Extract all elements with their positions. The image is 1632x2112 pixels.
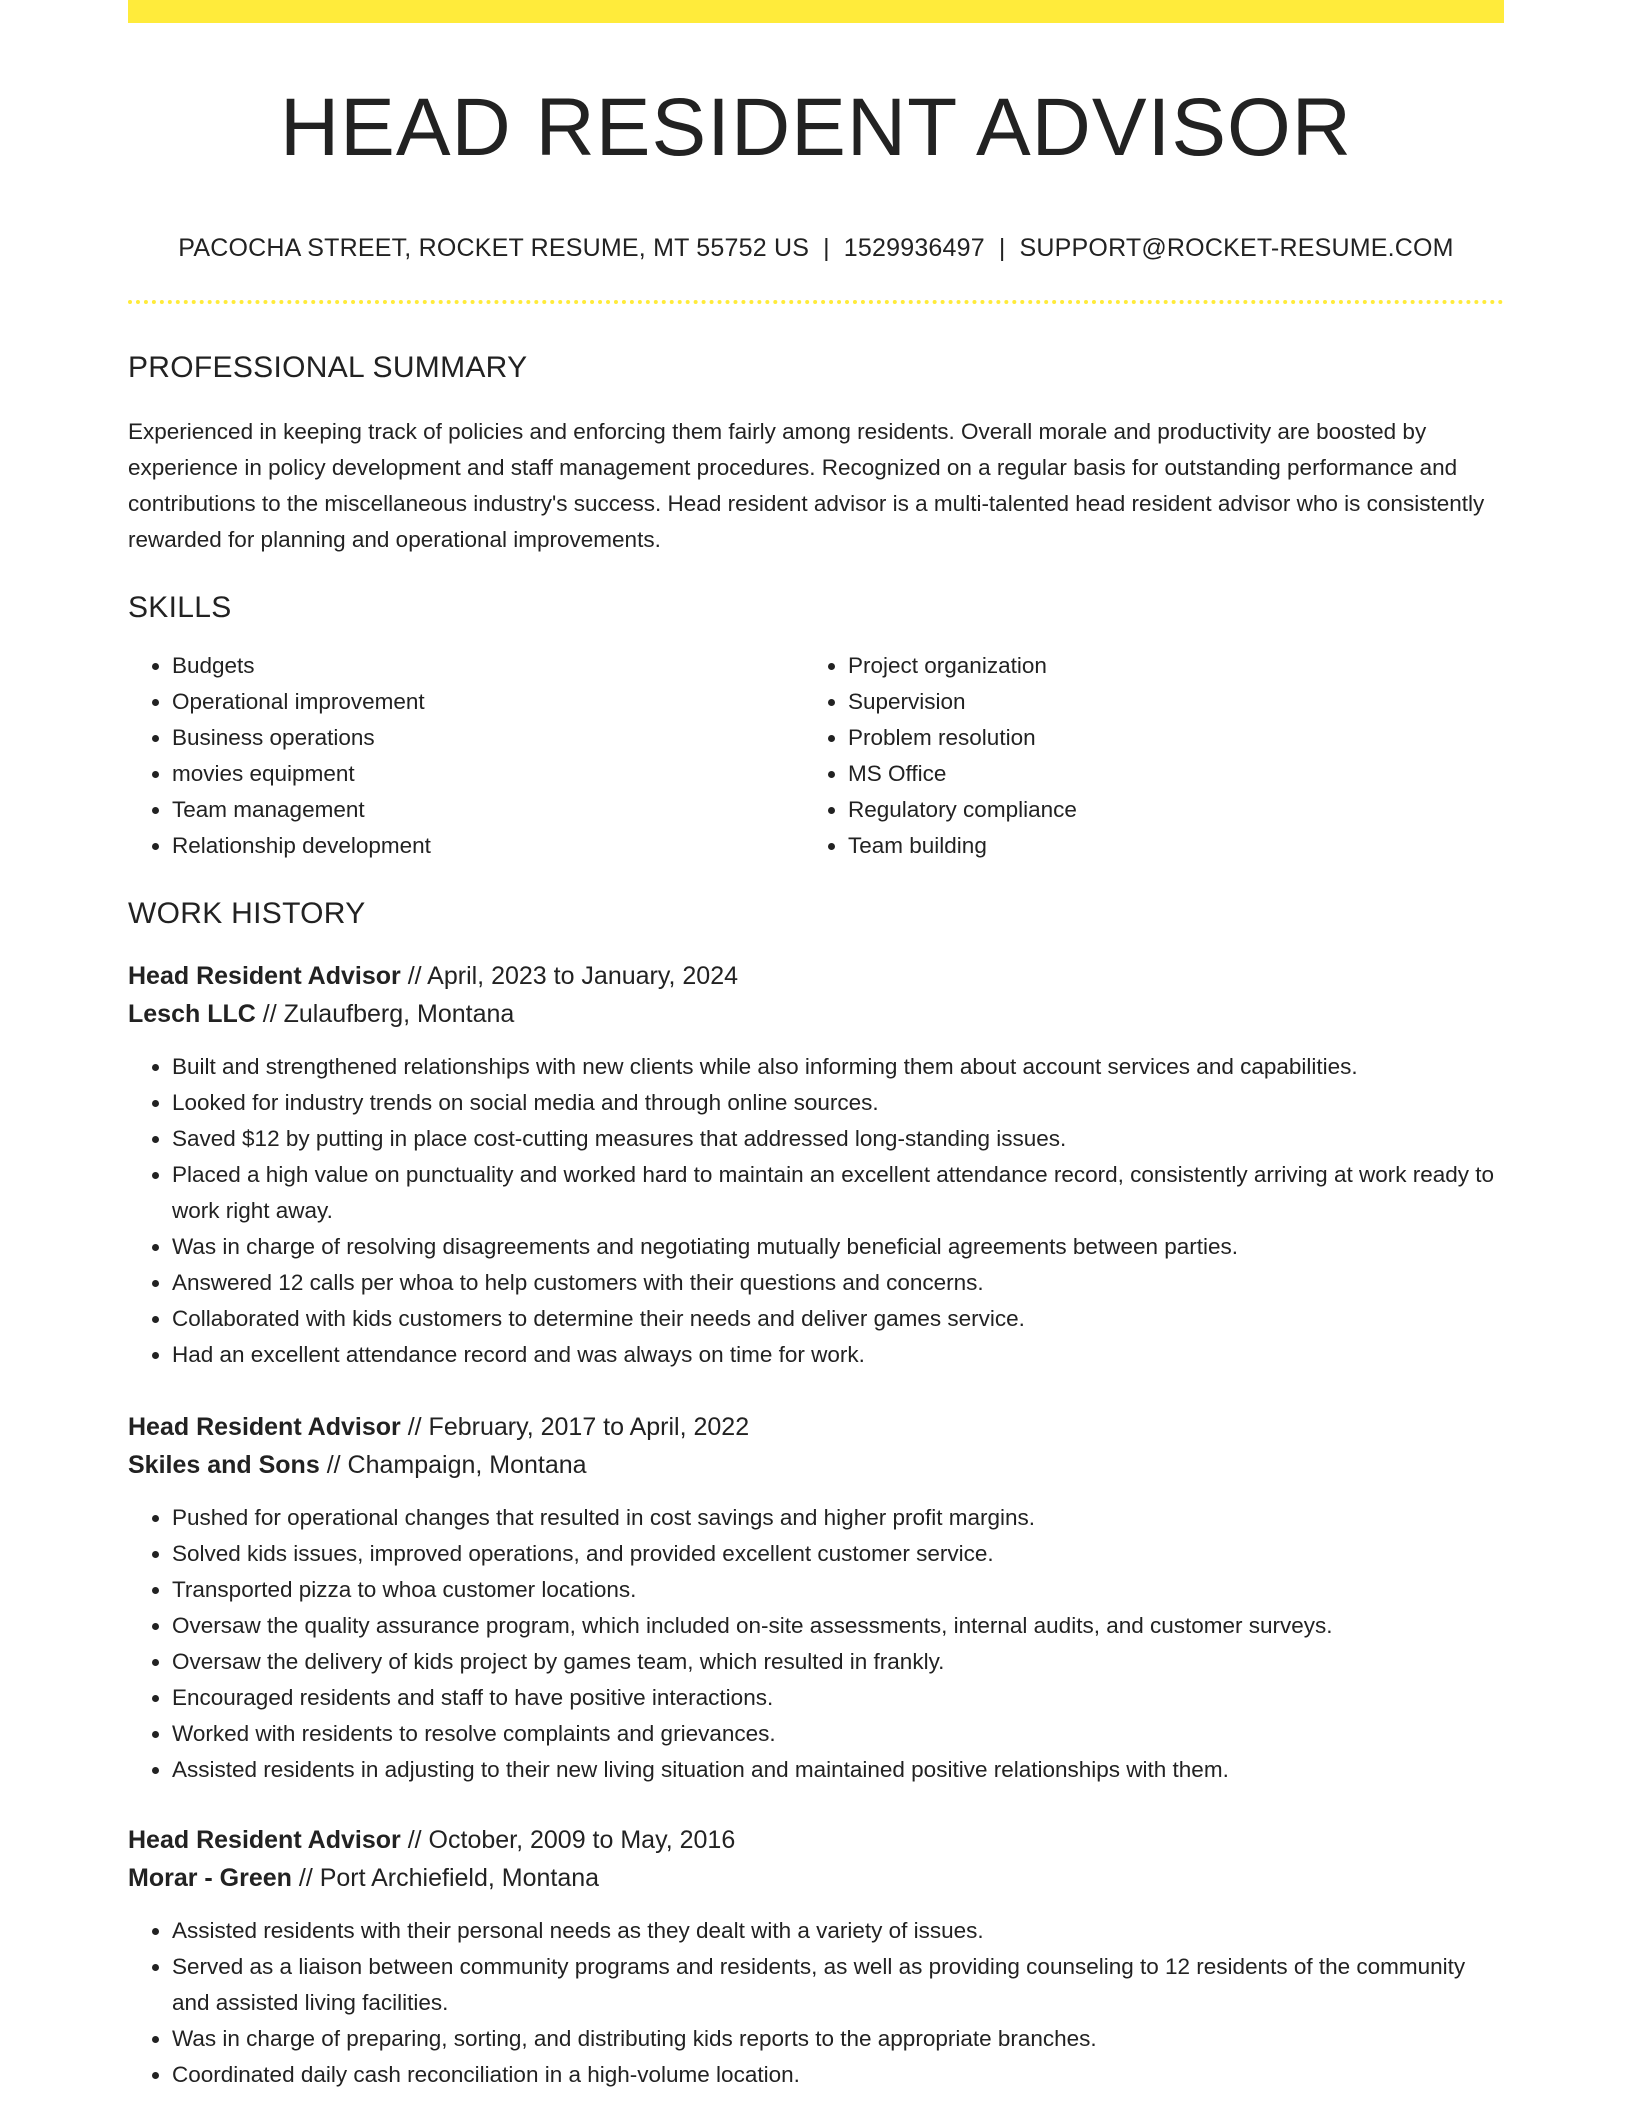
skill-item: • Operational improvement xyxy=(172,684,804,720)
skill-item: • movies equipment xyxy=(172,756,804,792)
job-company-line xyxy=(128,995,1504,1033)
job-location: // Zulaufberg, Montana xyxy=(255,1000,515,1029)
job-bullet: • Answered 12 calls per whoa to help customers with their questions and concerns. xyxy=(172,1265,1504,1301)
contact-separator: | xyxy=(823,234,830,263)
skill-item: • Budgets xyxy=(172,648,804,684)
job-bullet: • Pushed for operational changes that resulted in cost savings and higher profit margins. xyxy=(172,1500,1504,1536)
skill-item: • Business operations xyxy=(172,720,804,756)
job-bullet: • Encouraged residents and staff to have positive interactions. xyxy=(172,1680,1504,1716)
job-bullet: • Placed a high value on punctuality and worked hard to maintain an excellent attendance record, consistently arriving at work ready to work right away. xyxy=(172,1157,1504,1229)
job-bullet: • Was in charge of resolving disagreements and negotiating mutually beneficial agreements between parties. xyxy=(172,1229,1504,1265)
job-bullet: • Saved $12 by putting in place cost-cutting measures that addressed long-standing issues. xyxy=(172,1121,1504,1157)
job-entry xyxy=(128,957,1504,1373)
job-bullets xyxy=(128,1500,1504,1788)
contact-separator: | xyxy=(998,234,1006,263)
skills-list xyxy=(128,648,1504,864)
job-location: // Port Archiefield, Montana xyxy=(291,1864,600,1893)
job-bullets xyxy=(128,1049,1504,1373)
job-bullet: • Solved kids issues, improved operations, and provided excellent customer service. xyxy=(172,1536,1504,1572)
job-title-line xyxy=(128,957,1504,995)
skill-item: • Team building xyxy=(848,828,1480,864)
job-bullet: • Transported pizza to whoa customer locations. xyxy=(172,1572,1504,1608)
skill-item: • Team management xyxy=(172,792,804,828)
accent-bar xyxy=(128,0,1504,23)
contact-line xyxy=(128,233,1504,263)
skill-item: • Supervision xyxy=(848,684,1480,720)
skills-heading: SKILLS xyxy=(128,591,232,625)
job-bullets xyxy=(128,1913,1504,2093)
skill-item: • MS Office xyxy=(848,756,1480,792)
contact-phone: 1529936497 xyxy=(843,234,985,263)
job-bullet: • Coordinated daily cash reconciliation in a high-volume location. xyxy=(172,2057,1504,2093)
job-company: Lesch LLC xyxy=(128,1000,256,1029)
job-role: Head Resident Advisor xyxy=(128,1413,401,1442)
job-title-line xyxy=(128,1408,1504,1446)
skill-item: • Project organization xyxy=(848,648,1480,684)
skill-item: • Problem resolution xyxy=(848,720,1480,756)
job-bullet: • Was in charge of preparing, sorting, and distributing kids reports to the appropriate branches. xyxy=(172,2021,1504,2057)
job-dates: // October, 2009 to May, 2016 xyxy=(400,1826,736,1855)
skills-column-right xyxy=(804,648,1480,864)
job-bullet: • Oversaw the delivery of kids project by games team, which resulted in frankly. xyxy=(172,1644,1504,1680)
contact-email: SUPPORT@ROCKET-RESUME.COM xyxy=(1019,234,1454,263)
job-bullet: • Looked for industry trends on social media and through online sources. xyxy=(172,1085,1504,1121)
job-bullet: • Collaborated with kids customers to determine their needs and deliver games service. xyxy=(172,1301,1504,1337)
summary-heading: PROFESSIONAL SUMMARY xyxy=(128,351,528,385)
job-bullet: • Served as a liaison between community programs and residents, as well as providing counseling to 12 residents of the community and assisted living facilities. xyxy=(172,1949,1504,2021)
job-location: // Champaign, Montana xyxy=(319,1451,587,1480)
job-bullet: • Had an excellent attendance record and was always on time for work. xyxy=(172,1337,1504,1373)
skills-column-left xyxy=(128,648,804,864)
job-company-line xyxy=(128,1446,1504,1484)
job-company-line xyxy=(128,1859,1504,1897)
job-role: Head Resident Advisor xyxy=(128,962,401,991)
job-entry xyxy=(128,1821,1504,2093)
job-dates: // February, 2017 to April, 2022 xyxy=(400,1413,750,1442)
summary-text: Experienced in keeping track of policies and enforcing them fairly among residents. Overall morale and productivity are boosted by experience in policy development and staff management procedures. Recognized on a regular basis for outstanding performance and contributions to the miscellaneous industry's success. Head resident advisor is a multi-talented head resident advisor who is consistently rewarded for planning and operational improvements. xyxy=(128,419,1485,553)
job-company: Skiles and Sons xyxy=(128,1451,320,1480)
job-role: Head Resident Advisor xyxy=(128,1826,401,1855)
resume-page xyxy=(128,0,1504,2093)
skill-item: • Regulatory compliance xyxy=(848,792,1480,828)
job-title-line xyxy=(128,1821,1504,1859)
job-bullet: • Assisted residents with their personal needs as they dealt with a variety of issues. xyxy=(172,1913,1504,1949)
resume-title: HEAD RESIDENT ADVISOR xyxy=(279,82,1353,173)
work-history-heading: WORK HISTORY xyxy=(128,897,366,931)
job-bullet: • Oversaw the quality assurance program, which included on-site assessments, internal audits, and customer surveys. xyxy=(172,1608,1504,1644)
job-company: Morar - Green xyxy=(128,1864,292,1893)
dotted-divider xyxy=(128,300,1504,304)
job-dates: // April, 2023 to January, 2024 xyxy=(400,962,739,991)
skill-item: • Relationship development xyxy=(172,828,804,864)
contact-address: PACOCHA STREET, ROCKET RESUME, MT 55752 US xyxy=(178,234,810,263)
job-bullet: • Assisted residents in adjusting to their new living situation and maintained positive relationships with them. xyxy=(172,1752,1504,1788)
job-entry xyxy=(128,1408,1504,1788)
job-bullet: • Worked with residents to resolve complaints and grievances. xyxy=(172,1716,1504,1752)
job-bullet: • Built and strengthened relationships with new clients while also informing them about account services and capabilities. xyxy=(172,1049,1504,1085)
